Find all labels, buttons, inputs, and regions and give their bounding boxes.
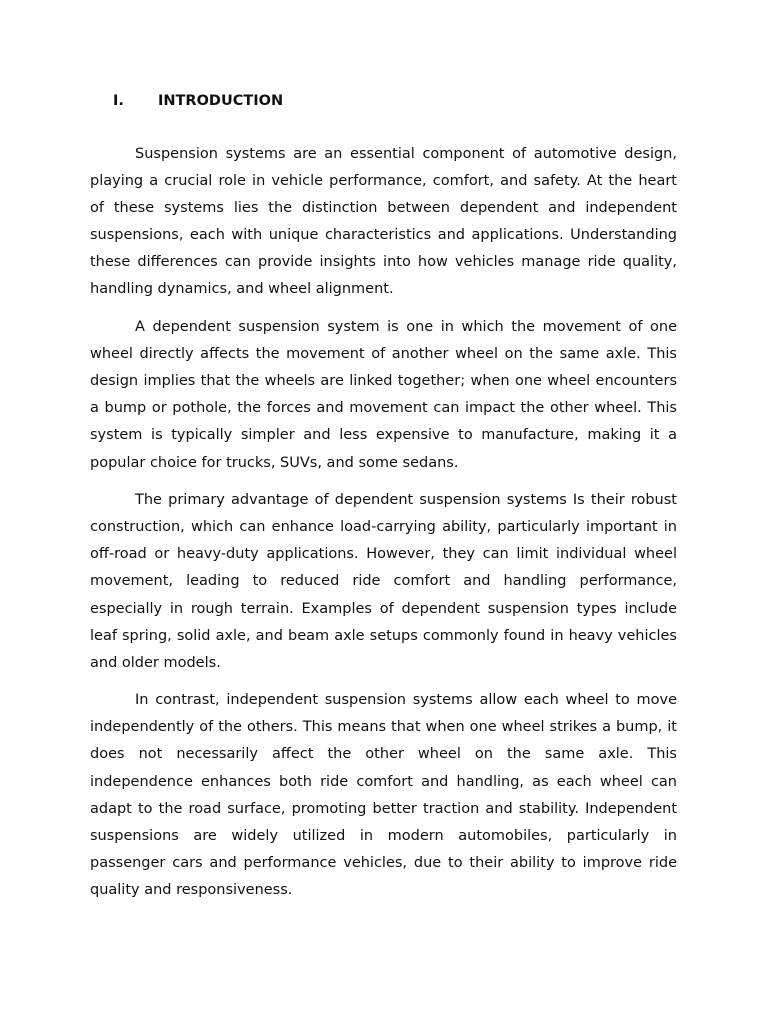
paragraph: In contrast, independent suspension systems allow each wheel to move independently of the others. This means that when one wheel strikes a bump, it does not necessarily affect the other wheel on the same axle. This independence enhances both ride comfort and handling, as each wheel can adapt to the road surface, promoting better traction and stability. Independent suspensions are widely utilized in modern automobiles, particularly in passenger cars and performance vehicles, due to their ability to improve ride quality and responsiveness. [90,692,677,898]
section-number: I. [113,93,124,109]
body-text [90,141,677,904]
paragraph: Suspension systems are an essential component of automotive design, playing a crucial role in vehicle performance, comfort, and safety. At the heart of these systems lies the distinction between dependent and independent suspensions, each with unique characteristics and applications. Understanding these differences can provide insights into how vehicles manage ride quality, handling dynamics, and wheel alignment. [90,146,677,298]
paragraph: The primary advantage of dependent suspension systems Is their robust construction, which can enhance load-carrying ability, particularly important in off-road or heavy-duty applications. However, they can limit individual wheel movement, leading to reduced ride comfort and handling performance, especially in rough terrain. Examples of dependent suspension types include leaf spring, solid axle, and beam axle setups commonly found in heavy vehicles and older models. [90,492,677,671]
section-title: INTRODUCTION [158,93,284,109]
paragraph: A dependent suspension system is one in which the movement of one wheel directly affects the movement of another wheel on the same axle. This design implies that the wheels are linked together; when one wheel encounters a bump or pothole, the forces and movement can impact the other wheel. This system is typically simpler and less expensive to manufacture, making it a popular choice for trucks, SUVs, and some sedans. [90,319,677,471]
section-heading [113,92,283,110]
